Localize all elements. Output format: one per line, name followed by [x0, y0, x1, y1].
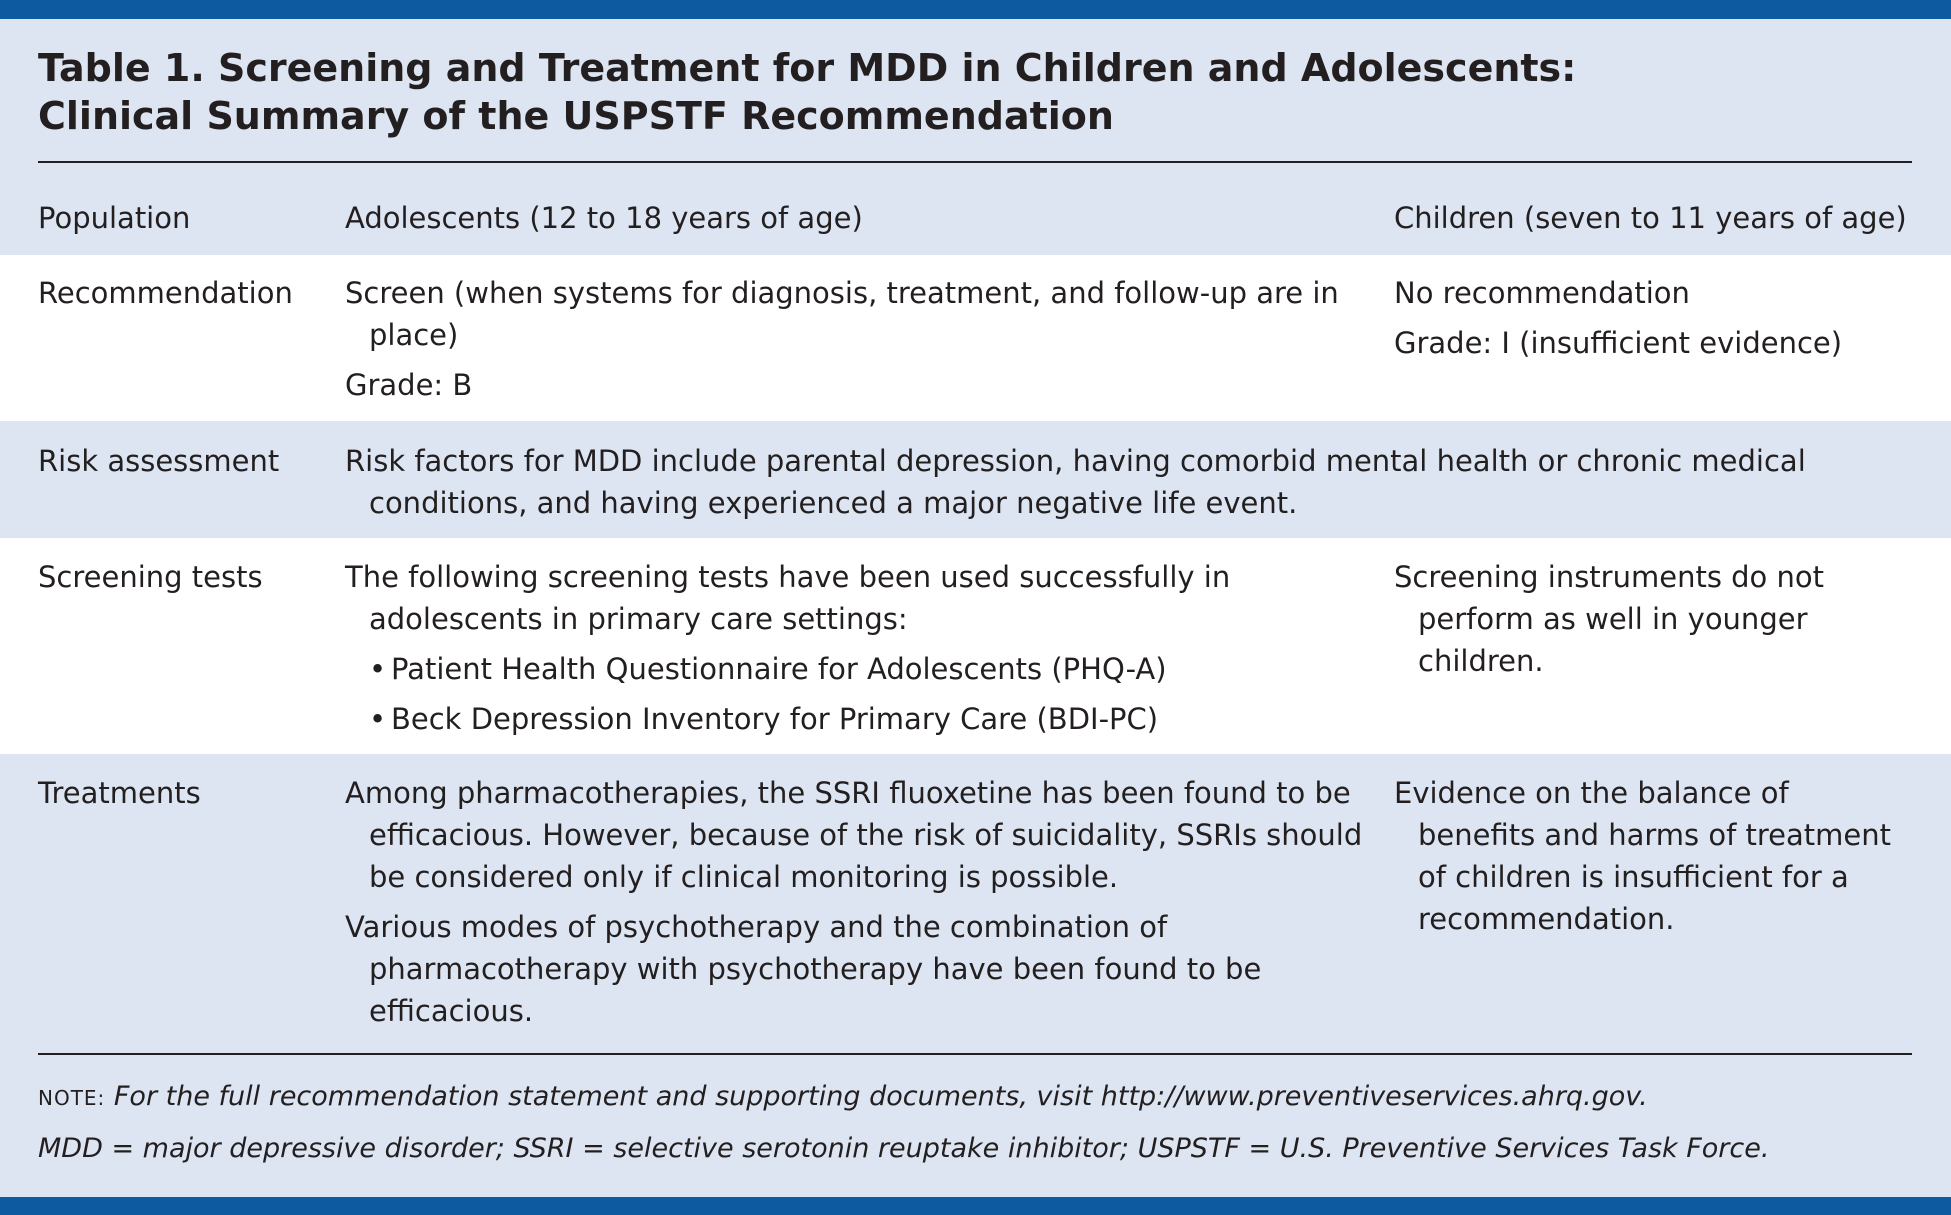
- risk-assessment-text: [345, 440, 1875, 532]
- treatments-children: [1394, 772, 1914, 948]
- screening-children: [1394, 556, 1914, 690]
- treatments-children-text: Evidence on the balance of benefits and harms of treatment of children is insufficient for a recommendation.: [1394, 776, 1892, 936]
- title-rule: [38, 161, 1912, 163]
- header-children: Children (seven to 11 years of age): [1394, 201, 1907, 235]
- recommendation-adolescents-text: Screen (when systems for diagnosis, treatment, and follow-up are in place): [345, 276, 1339, 352]
- table-title: [38, 44, 1888, 140]
- recommendation-children-text: No recommendation: [1394, 276, 1690, 310]
- screening-adolescents-intro: The following screening tests have been used successfully in adolescents in primary care settings:: [345, 560, 1231, 636]
- table-title-line-2: Clinical Summary of the USPSTF Recommendation: [38, 94, 1114, 138]
- screening-children-text: Screening instruments do not perform as well in younger children.: [1394, 560, 1825, 678]
- screening-bullet-phq-a-text: • Patient Health Questionnaire for Adolescents (PHQ-A): [391, 652, 1167, 686]
- row-label-recommendation: Recommendation: [38, 276, 293, 310]
- risk-assessment-paragraph: Risk factors for MDD include parental depression, having comorbid mental health or chronic medical conditions, and having experienced a major negative life event.: [345, 444, 1806, 520]
- bottom-bar: [0, 1197, 1951, 1215]
- header-population: Population: [38, 201, 191, 235]
- row-label-treatments: Treatments: [38, 776, 201, 810]
- recommendation-adolescents-grade: Grade: B: [345, 368, 473, 402]
- top-bar: [0, 0, 1951, 19]
- screening-bullet-phq-a: [345, 648, 1385, 690]
- recommendation-children: [1394, 272, 1914, 372]
- row-label-screening-tests: Screening tests: [38, 560, 263, 594]
- screening-bullet-bdi-pc-text: • Beck Depression Inventory for Primary Care (BDI-PC): [391, 702, 1159, 736]
- footnote-note-text: For the full recommendation statement and supporting documents, visit http://www.preventiveservices.ahrq.gov.: [113, 1081, 1648, 1112]
- row-label-risk-assessment: Risk assessment: [38, 444, 280, 478]
- table-bottom-rule: [38, 1053, 1912, 1055]
- recommendation-adolescents: [345, 272, 1385, 414]
- footnote-note-label: NOTE:: [38, 1086, 106, 1110]
- treatments-adolescents-pharmacotherapy: Among pharmacotherapies, the SSRI fluoxetine has been found to be efficacious. However, because of the risk of suicidality, SSRIs should be considered only if clinical monitoring is possible.: [345, 776, 1363, 894]
- footnote-note: [38, 1078, 1908, 1117]
- header-adolescents: Adolescents (12 to 18 years of age): [345, 201, 863, 235]
- treatments-adolescents-psychotherapy: Various modes of psychotherapy and the combination of pharmacotherapy with psychotherapy have been found to be efficacious.: [345, 910, 1262, 1028]
- footnote-abbreviations: MDD = major depressive disorder; SSRI = selective serotonin reuptake inhibitor; USPSTF = U.S. Preventive Services Task Force.: [38, 1133, 1770, 1164]
- screening-bullet-bdi-pc: [345, 698, 1385, 740]
- table-title-line-1: Table 1. Screening and Treatment for MDD in Children and Adolescents:: [38, 46, 1577, 90]
- recommendation-children-grade: Grade: I (insufficient evidence): [1394, 326, 1843, 360]
- screening-adolescents: [345, 556, 1385, 748]
- treatments-adolescents: [345, 772, 1385, 1040]
